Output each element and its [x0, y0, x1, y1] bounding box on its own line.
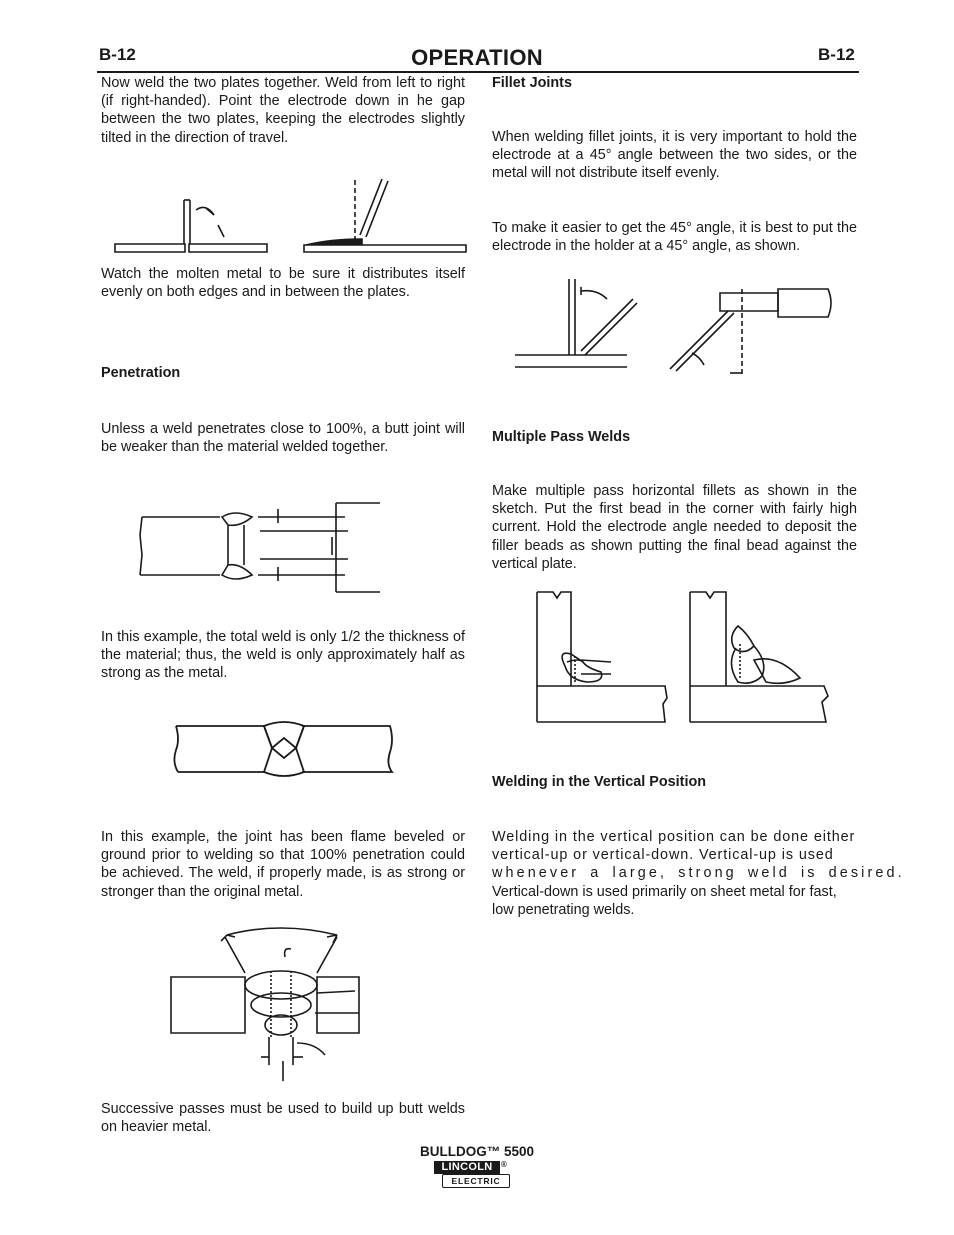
right-paragraph-3: Make multiple pass horizontal fillets as shown in the sketch. Put the first bead in the corner with fairly high current. Hold the electrode angle needed to deposit the filler beads as shown putting the final bead against the vertical plate.	[492, 483, 857, 572]
left-paragraph-5: In this example, the joint has been flame beveled or ground prior to welding so that 100% penetration could be achieved. The weld, if properly made, is as strong or stronger than the original metal.	[101, 829, 465, 900]
left-paragraph-6: Successive passes must be used to build up butt welds on heavier metal.	[101, 1101, 465, 1136]
left-paragraph-3: Unless a weld penetrates close to 100%, a butt joint will be weaker than the material welded together.	[101, 421, 465, 456]
header-rule	[97, 71, 859, 73]
right-paragraph-4	[492, 828, 905, 919]
right-paragraph-1: When welding fillet joints, it is very important to hold the electrode at a 45° angle between the two sides, or the metal will not distribute itself evenly.	[492, 129, 857, 182]
partial-penetration-figure	[140, 495, 385, 595]
page-number-left: B-12	[99, 45, 136, 64]
holder-45-degree-figure	[668, 285, 838, 380]
heading-fillet-joints: Fillet Joints	[492, 75, 572, 91]
right-paragraph-4-line-1: Welding in the vertical position can be done either	[492, 829, 856, 845]
heading-penetration: Penetration	[101, 365, 181, 381]
heading-vertical-position: Welding in the Vertical Position	[492, 774, 707, 790]
logo-top-band: LINCOLN	[434, 1161, 500, 1174]
right-paragraph-4-line-3: whenever a large, strong weld is desired.	[492, 865, 905, 882]
page-title: OPERATION	[411, 45, 543, 70]
logo-bottom-band: ELECTRIC	[442, 1174, 510, 1188]
butt-joint-electrode-figure	[110, 175, 275, 260]
left-paragraph-4: In this example, the total weld is only 1/2 the thickness of the material; thus, the weld is only approximately half as strong as the metal.	[101, 629, 465, 682]
right-paragraph-4-line-4: Vertical-down is used primarily on sheet metal for fast, low penetrating welds.	[492, 883, 837, 918]
page-number-right: B-12	[818, 45, 855, 64]
multiple-pass-first-bead-figure	[535, 588, 675, 728]
full-penetration-figure	[172, 718, 402, 778]
butt-joint-tilted-electrode-figure	[300, 175, 470, 260]
logo-registered-mark: ®	[501, 1160, 507, 1169]
left-paragraph-2: Watch the molten metal to be sure it distributes itself evenly on both edges and in between the plates.	[101, 266, 465, 301]
heading-multiple-pass-welds: Multiple Pass Welds	[492, 429, 631, 445]
successive-passes-figure	[165, 925, 365, 1085]
lincoln-electric-logo	[434, 1161, 510, 1188]
left-paragraph-1: Now weld the two plates together. Weld from left to right (if right-handed). Point the electrode down in he gap between the two plates, keeping the electrodes slightly tilted in the direction of travel.	[101, 75, 465, 146]
multiple-pass-final-bead-figure	[688, 588, 833, 728]
product-name: BULLDOG™ 5500	[419, 1144, 535, 1159]
fillet-45-degree-figure	[515, 275, 630, 370]
right-paragraph-2: To make it easier to get the 45° angle, it is best to put the electrode in the holder at a 45° angle, as shown.	[492, 220, 857, 255]
right-paragraph-4-line-2: vertical-up or vertical-down. Vertical-up is used	[492, 847, 834, 864]
